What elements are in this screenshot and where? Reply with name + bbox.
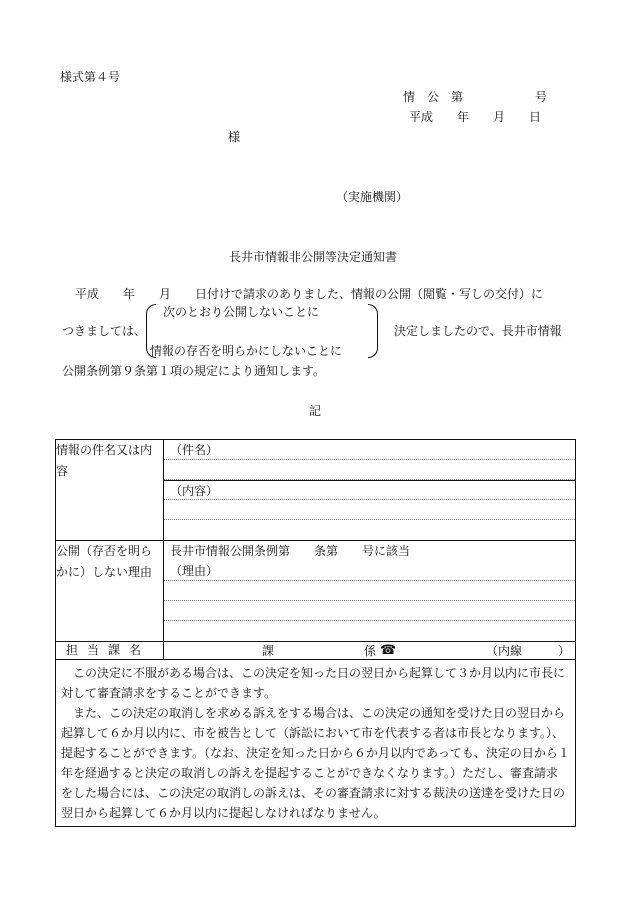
option-do-not-disclose: 次のとおり公開しないことに [163,305,320,319]
appeal-notes [56,660,576,827]
subject-label: 情報の件名又は内容 [56,440,164,541]
issue-date: 平成 年 月 日 [409,110,542,124]
subject-blank-line [164,500,575,520]
document-title: 長井市情報非公開等決定通知書 [229,250,398,264]
appeal-note-1: この決定に不服がある場合は、この決定を知った日の翌日から起算して３か月以内に市長に対して審査請求をすることができます。 [61,666,566,700]
department-kakari: 係 [364,644,377,658]
appeal-note-2: また、この決定の取消しを求める訴えをする場合は、この決定の通知を受けた日の翌日から起算して６か月以内に、市を被告として（訴訟において市を代表する者は市長となります。）、提起することができます。（なお、決定を知った日から６か月以内であっても、決定の日から１年を経過すると決定の取消しの訴えを提起することができなくなります。）ただし、審査請求をした場合には、この決定の取消しの訴えは、その審査請求に対する裁決の送達を受けた日の翌日から起算して６か月以内に提起しなければなりません。 [61,706,570,820]
subject-blank-line [164,520,575,540]
table-row [56,642,576,660]
body-line-2-prefix: つきましては、 [62,324,147,338]
subject-cell [164,440,576,541]
reason-blank-line [164,581,575,601]
department-cell [164,642,576,660]
subject-title-line: （件名） [164,440,575,460]
table-row [56,660,576,827]
notice-table [55,439,576,827]
phone-icon: ☎ [380,643,397,658]
reason-blank-line [164,621,575,641]
form-number: 様式第４号 [60,70,121,84]
table-row [56,440,576,541]
reason-label-line: （理由） [164,561,575,581]
table-row [56,541,576,642]
department-row [164,642,575,659]
body-line-3: 公開条例第９条第１項の規定により通知します。 [62,364,326,378]
extension: （内線 ） [486,644,571,658]
issuer: （実施機関） [336,190,409,204]
body-line-1: 平成 年 月 日付けで請求のありました、情報の公開（閲覧・写しの交付）に [75,287,544,301]
department-ka: 課 [262,644,275,658]
document-number: 情 公 第 号 [403,90,548,104]
reason-blank-line [164,601,575,621]
subject-blank-line [164,460,575,480]
department-label: 担当課名 [56,642,164,660]
subject-content-line: （内容） [164,480,575,500]
ki-mark: 記 [309,404,322,418]
option-neither-confirm-nor-deny: 情報の存否を明らかにしないことに [150,344,343,358]
reason-cell [164,541,576,642]
body-line-2-suffix: 決定しましたので、長井市情報 [394,324,562,338]
addressee-suffix: 様 [228,130,241,144]
right-bracket [368,304,378,358]
reason-clause-line: 長井市情報公開条例第 条第 号に該当 [170,544,411,558]
reason-label: 公開（存否を明らかに）しない理由 [56,541,164,642]
